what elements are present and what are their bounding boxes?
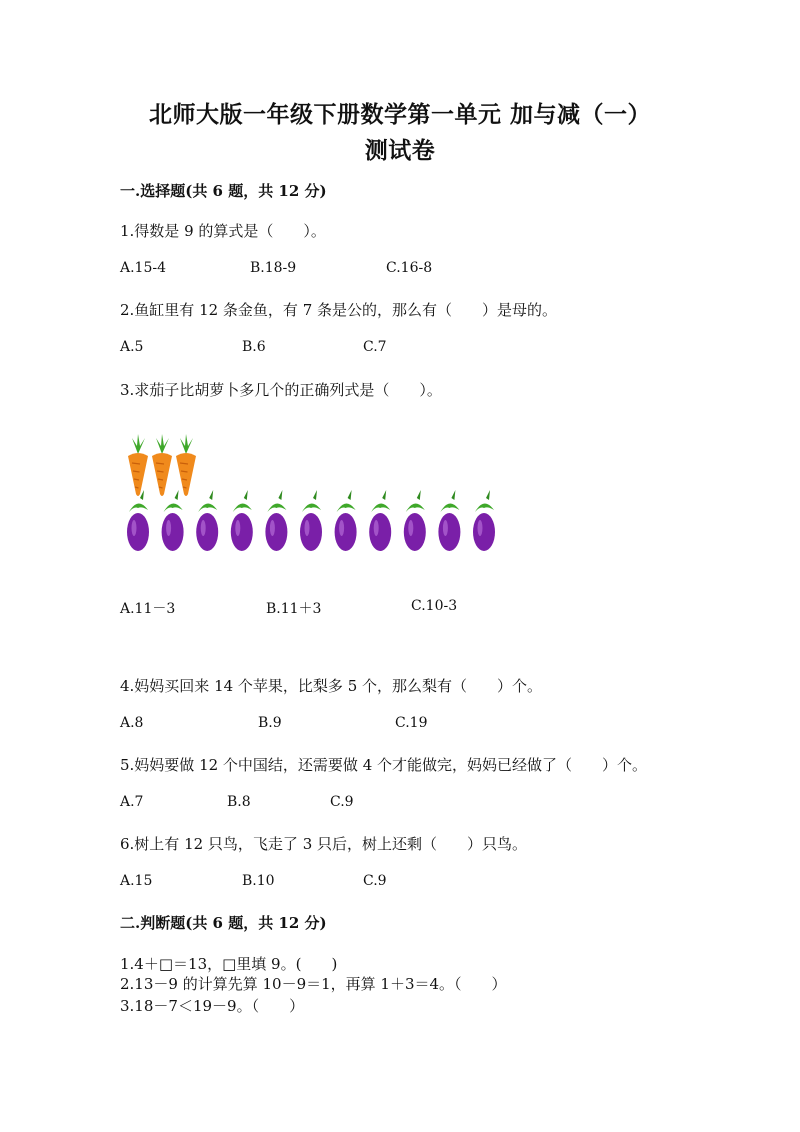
question-5: 5.妈妈要做 12 个中国结，还需要做 4 个才能做完，妈妈已经做了（ ）个。 xyxy=(120,756,648,774)
eggplant-icon xyxy=(300,490,322,551)
question-6-option-b: B.10 xyxy=(242,873,275,889)
question-1: 1.得数是 9 的算式是（ ）。 xyxy=(120,222,326,240)
question-6: 6.树上有 12 只鸟，飞走了 3 只后，树上还剩（ ）只鸟。 xyxy=(120,835,528,853)
true-false-item-2: 2.13－9 的计算先算 10－9＝1，再算 1＋3＝4。（ ） xyxy=(120,975,507,993)
question-1-option-c: C.16-8 xyxy=(386,260,433,276)
carrot-icon xyxy=(176,434,196,496)
carrot-group xyxy=(128,434,196,496)
eggplant-icon xyxy=(265,490,287,551)
carrot-icon xyxy=(152,434,172,496)
question-4: 4.妈妈买回来 14 个苹果，比梨多 5 个，那么梨有（ ）个。 xyxy=(120,677,543,695)
question-2-option-b: B.6 xyxy=(242,339,266,355)
question-3-option-b: B.11＋3 xyxy=(266,601,322,617)
question-1-option-b: B.18-9 xyxy=(250,260,297,276)
eggplant-icon xyxy=(438,490,460,551)
question-4-option-a: A.8 xyxy=(120,715,144,731)
eggplant-icon xyxy=(162,490,184,551)
question-2: 2.鱼缸里有 12 条金鱼，有 7 条是公的，那么有（ ）是母的。 xyxy=(120,301,558,319)
question-5-option-a: A.7 xyxy=(120,794,144,810)
eggplant-icon xyxy=(231,490,253,551)
question-4-option-b: B.9 xyxy=(258,715,282,731)
carrot-eggplant-picture xyxy=(120,432,510,556)
eggplant-icon xyxy=(196,490,218,551)
page-title-line2: 测试卷 xyxy=(364,137,436,164)
eggplant-icon xyxy=(127,490,149,551)
question-2-option-a: A.5 xyxy=(120,339,144,355)
question-3: 3.求茄子比胡萝卜多几个的正确列式是（ ）。 xyxy=(120,381,442,399)
page-title-line1: 北师大版一年级下册数学第一单元 加与减（一） xyxy=(148,101,651,128)
question-3-option-c: C.10-3 xyxy=(411,598,458,614)
section-heading-true-false: 二.判断题(共 6 题，共 12 分) xyxy=(120,914,327,932)
question-4-option-c: C.19 xyxy=(395,715,428,731)
question-6-option-c: C.9 xyxy=(363,873,387,889)
eggplant-icon xyxy=(473,490,495,551)
true-false-item-3: 3.18－7＜19－9。（ ） xyxy=(120,997,305,1015)
eggplant-icon xyxy=(335,490,357,551)
eggplant-group xyxy=(127,490,495,551)
question-3-option-a: A.11－3 xyxy=(120,601,176,617)
eggplant-icon xyxy=(369,490,391,551)
question-5-option-b: B.8 xyxy=(227,794,251,810)
question-5-option-c: C.9 xyxy=(330,794,354,810)
question-1-option-a: A.15-4 xyxy=(120,260,167,276)
section-heading-choice: 一.选择题(共 6 题，共 12 分) xyxy=(120,182,327,200)
question-6-option-a: A.15 xyxy=(120,873,153,889)
question-2-option-c: C.7 xyxy=(363,339,387,355)
eggplant-icon xyxy=(404,490,426,551)
true-false-item-1: 1.4＋□＝13，□里填 9。( ) xyxy=(120,955,338,973)
carrot-icon xyxy=(128,434,148,496)
